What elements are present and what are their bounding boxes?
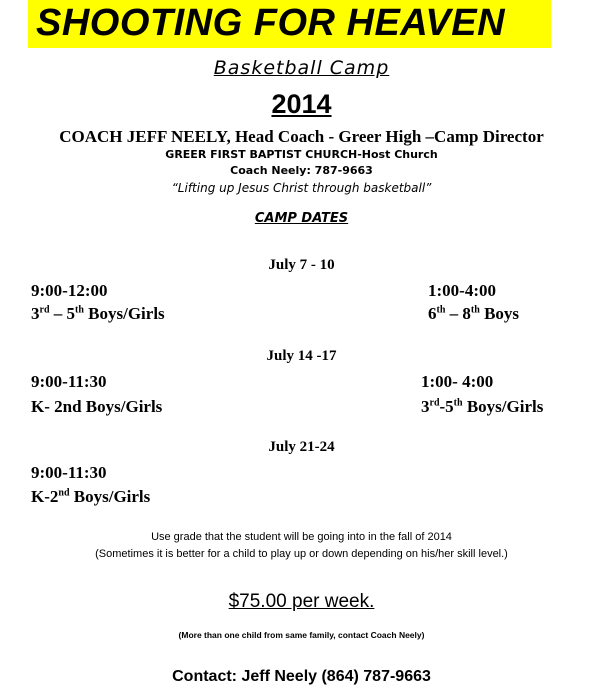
week-1-afternoon-time: 1:00-4:00 <box>428 281 496 300</box>
coach-line: COACH JEFF NEELY, Head Coach - Greer High –Camp Director <box>59 127 544 146</box>
title-banner <box>28 0 551 48</box>
week-1-morning-time: 9:00-12:00 <box>31 281 108 300</box>
week-1-afternoon-group: 6th – 8th Boys <box>428 304 520 323</box>
grade-note: Use grade that the student will be going into in the fall of 2014 <box>151 531 452 543</box>
motto: “Lifting up Jesus Christ through basketball” <box>171 181 432 195</box>
year: 2014 <box>271 89 332 119</box>
page-title: SHOOTING FOR HEAVEN <box>36 2 506 44</box>
week-2-afternoon-group: 3rd-5th Boys/Girls <box>421 397 544 416</box>
price: $75.00 per week. <box>228 591 375 612</box>
host-line: GREER FIRST BAPTIST CHURCH-Host Church <box>165 148 438 161</box>
subtitle: Basketball Camp <box>213 57 390 79</box>
week-2-dates: July 14 -17 <box>266 348 337 364</box>
skill-note: (Sometimes it is better for a child to play up or down depending on his/her skill level.) <box>95 548 508 560</box>
week-2-morning-group: K- 2nd Boys/Girls <box>31 397 163 416</box>
family-note: (More than one child from same family, contact Coach Neely) <box>178 630 425 640</box>
week-2-morning-time: 9:00-11:30 <box>31 372 107 391</box>
phone-line: Coach Neely: 787-9663 <box>230 164 373 177</box>
contact-line: Contact: Jeff Neely (864) 787-9663 <box>172 668 431 685</box>
camp-dates-heading: CAMP DATES <box>254 211 349 226</box>
week-1-dates: July 7 - 10 <box>268 257 335 273</box>
week-3-morning-time: 9:00-11:30 <box>31 463 107 482</box>
week-1-morning-group: 3rd – 5th Boys/Girls <box>31 304 165 323</box>
week-3-morning-group: K-2nd Boys/Girls <box>31 487 151 506</box>
week-3-dates: July 21-24 <box>268 439 335 455</box>
week-2-afternoon-time: 1:00- 4:00 <box>421 372 494 391</box>
